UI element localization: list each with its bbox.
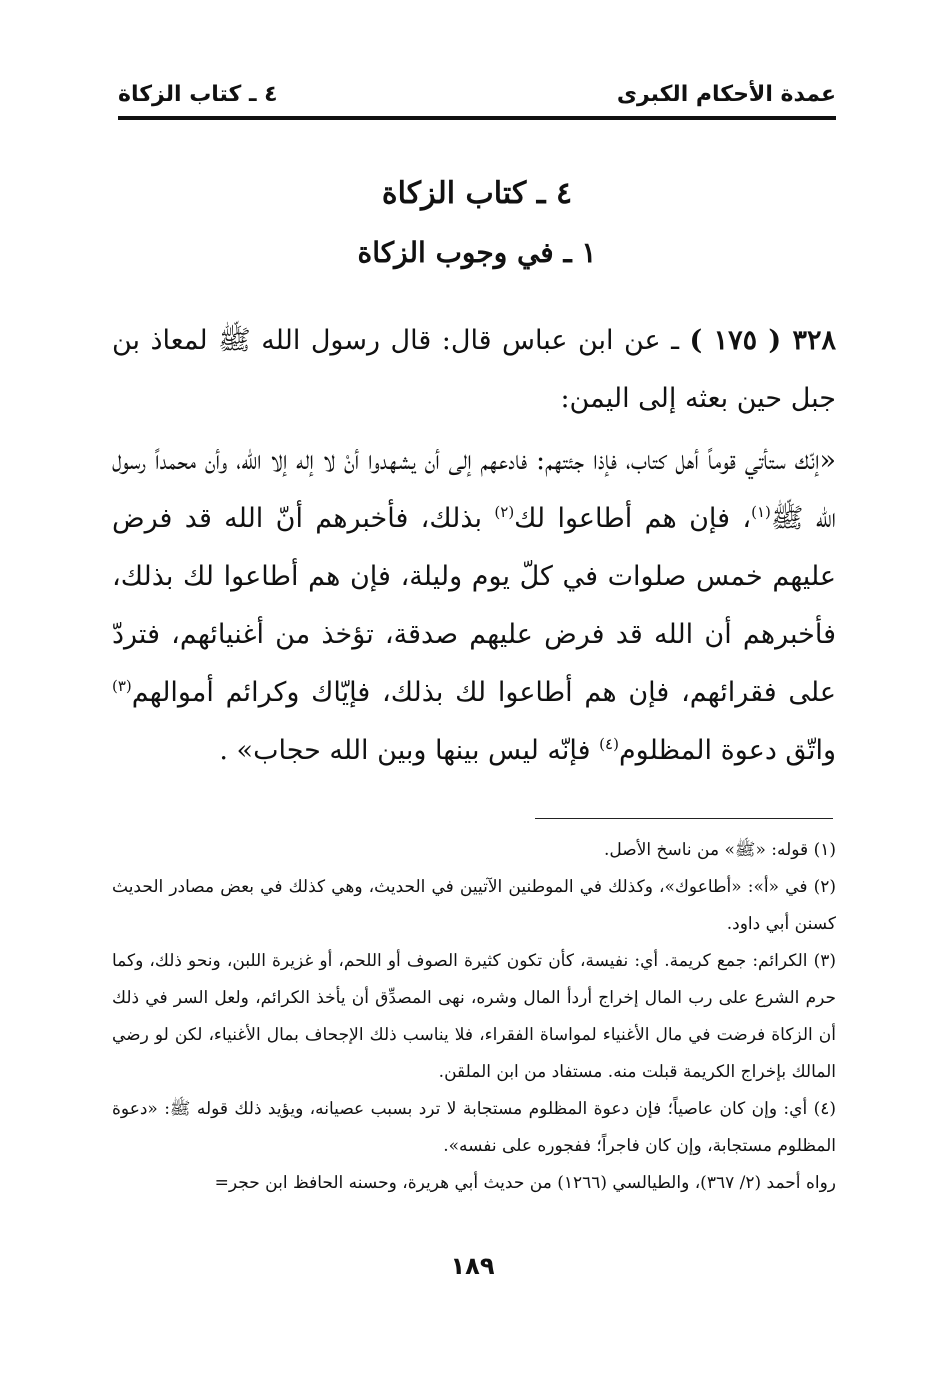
- footnote-2: (٢) في «أ»: «أطاعوك»، وكذلك في الموطنين الآتيين في الحديث، وهي كذلك في بعض مصادر الحديث كسنن أبي داود.: [112, 877, 836, 934]
- book-title-header: عمدة الأحكام الكبرى: [616, 82, 836, 107]
- hadith-text-part-4: واتّق دعوة المظلوم: [618, 735, 836, 766]
- hadith-text-part-5: فإنّه ليس بينها وبين الله حجاب» .: [219, 735, 591, 766]
- running-head: [118, 82, 836, 118]
- header-divider: [118, 116, 836, 120]
- footnote-marker-4[interactable]: (٤): [599, 735, 619, 753]
- footnote-marker-2[interactable]: (٢): [494, 503, 515, 521]
- page-number: ١٨٩: [450, 1252, 495, 1280]
- chapter-header: ٤ ـ كتاب الزكاة: [118, 82, 278, 107]
- hadith-intro-text: ـ عن ابن عباس قال: قال رسول الله ﷺ لمعاذ بن جبل حين بعثه إلى اليمن:: [112, 325, 836, 414]
- hadith-text-part-2: ، فإن هم أطاعوا لك: [514, 503, 752, 534]
- footnote-marker-1[interactable]: (١): [751, 503, 771, 521]
- hadith-number: ٣٢٨ ( ١٧٥ ): [689, 325, 836, 356]
- hadith-intro: [112, 312, 836, 428]
- footnote-3: (٣) الكرائم: جمع كريمة. أي: نفيسة، كأن تكون كثيرة الصوف أو اللحم، أو غزيرة اللبن، ونحو ذلك، وكما حرم الشرع على رب المال إخراج أردأ المال وشره، نهى المصدِّق أن يأخذ الكرائم، ولعل السر في ذلك أن الزكاة فرضت في مال الأغنياء لمواساة الفقراء، فلا يناسب ذلك الإجحاف بمال الأغنياء، لكن لو رضي المالك بإخراج الكريمة قبلت منه. مستفاد من ابن الملقن.: [112, 951, 836, 1082]
- chapter-title: ٤ ـ كتاب الزكاة: [381, 176, 573, 211]
- footnote-marker-3[interactable]: (٣): [112, 677, 132, 695]
- footnotes: [112, 832, 836, 1202]
- hadith-text-part-3: بذلك، فأخبرهم أنّ الله قد فرض عليهم خمس صلوات في كلّ يوم وليلة، فإن هم أطاعوا لك بذلك، فأخبرهم أن الله قد فرض عليهم صدقة، تؤخذ من أغنيائهم، فتردّ على فقرائهم، فإن هم أطاعوا لك بذلك، فإيّاك وكرائم أموالهم: [112, 503, 836, 708]
- section-title: ١ ـ في وجوب الزكاة: [357, 236, 597, 269]
- hadith-text-part-1: «إنّك ستأتي قوماً أهل كتاب، فإذا جئتهم: فادعهم إلى أن يشهدوا أنْ لا إله إلا الله، وأن محمداً رسول الله ﷺ: [112, 445, 836, 534]
- footnote-separator: [535, 818, 833, 819]
- hadith-text: [112, 432, 836, 780]
- footnote-1: (١) قوله: «ﷺ» من ناسخ الأصل.: [603, 840, 836, 860]
- footnote-4: (٤) أي: وإن كان عاصياً؛ فإن دعوة المظلوم مستجابة لا ترد بسبب عصيانه، ويؤيد ذلك قوله ﷺ: «دعوة المظلوم مستجابة، وإن كان فاجراً؛ ففجوره على نفسه».: [112, 1099, 836, 1156]
- footnote-continuation: رواه أحمد (٢/ ٣٦٧)، والطيالسي (١٢٦٦) من حديث أبي هريرة، وحسنه الحافظ ابن حجر=: [214, 1173, 836, 1193]
